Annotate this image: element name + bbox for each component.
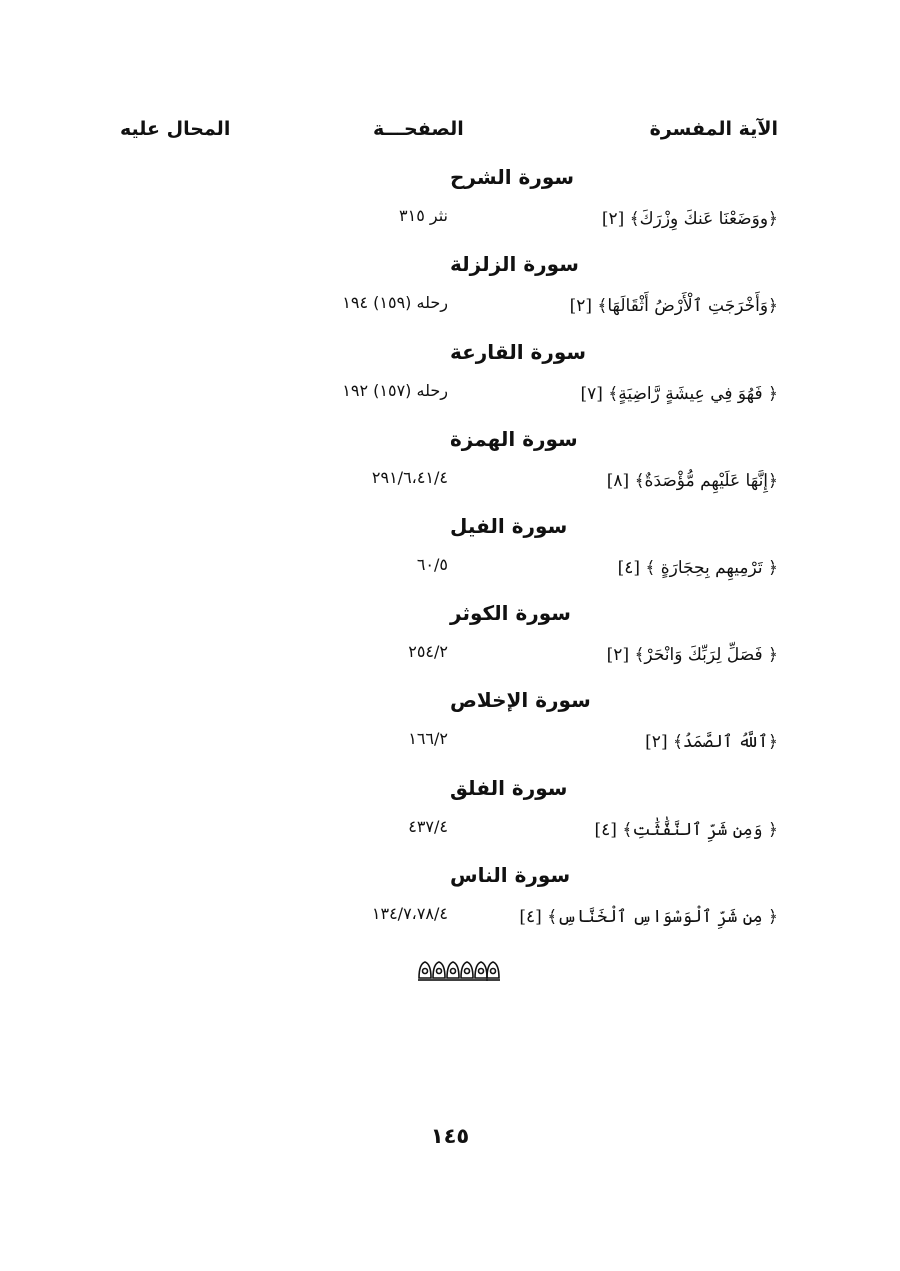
surah-title: سورة الزلزلة [450,252,579,276]
reference-text: رحله (١٥٩) ١٩٤ [342,293,448,312]
reference-text: ٤٣٧/٤ [408,817,448,836]
column-header-verse: الآية المفسرة [649,118,778,140]
verse-text: ﴿ وَمِن شَرِّ ٱلنَّفَّٰثَٰتِ﴾ [٤] [594,820,778,840]
surah-title: سورة الفيل [450,514,568,538]
ornament-divider-icon [416,958,501,984]
verse-text: ﴿ فَصَلِّ لِرَبِّكَ وَانْحَرْ﴾ [٢] [606,645,778,665]
verse-text: ﴿ٱللَّهُ ٱلصَّمَدُ﴾ [٢] [645,732,778,752]
verse-text: ﴿ فَهُوَ فِي عِيشَةٍ رَّاضِيَةٍ﴾ [٧] [580,384,778,404]
reference-text: نثر ٣١٥ [399,206,448,225]
verse-text: ﴿ تَرْمِيهِم بِحِجَارَةٍ ﴾ [٤] [617,558,778,578]
reference-text: ١٣٤/٧،٧٨/٤ [371,904,448,923]
surah-title: سورة الشرح [450,165,575,189]
verse-text: ﴿ مِن شَرِّ ٱلْوَسْوَاسِ ٱلْخَنَّاسِ﴾ [٤] [519,907,778,927]
column-header-page: الصفحـــة [373,118,464,140]
surah-title: سورة الهمزة [450,427,578,451]
surah-title: سورة الفلق [450,776,568,800]
verse-text: ﴿إِنَّهَا عَلَيْهِم مُّؤْصَدَةٌ﴾ [٨] [606,471,778,491]
surah-title: سورة الكوثر [450,601,571,625]
page-number: ١٤٥ [430,1124,470,1148]
reference-text: ١٦٦/٢ [408,729,448,748]
reference-text: ٦٠/٥ [416,555,448,574]
verse-text: ﴿ووَضَعْنَا عَنكَ وِزْرَكَ﴾ [٢] [601,209,778,229]
column-header-reference: المحال عليه [120,118,231,140]
surah-title: سورة الناس [450,863,571,887]
reference-text: رحله (١٥٧) ١٩٢ [342,381,448,400]
reference-text: ٢٩١/٦،٤١/٤ [371,468,448,487]
verse-text: ﴿وَأَخْرَجَتِ ٱلْأَرْضُ أَثْقَالَهَا﴾ [٢] [569,296,778,316]
reference-text: ٢٥٤/٢ [408,642,448,661]
surah-title: سورة الإخلاص [450,688,591,712]
surah-title: سورة القارعة [450,340,587,364]
